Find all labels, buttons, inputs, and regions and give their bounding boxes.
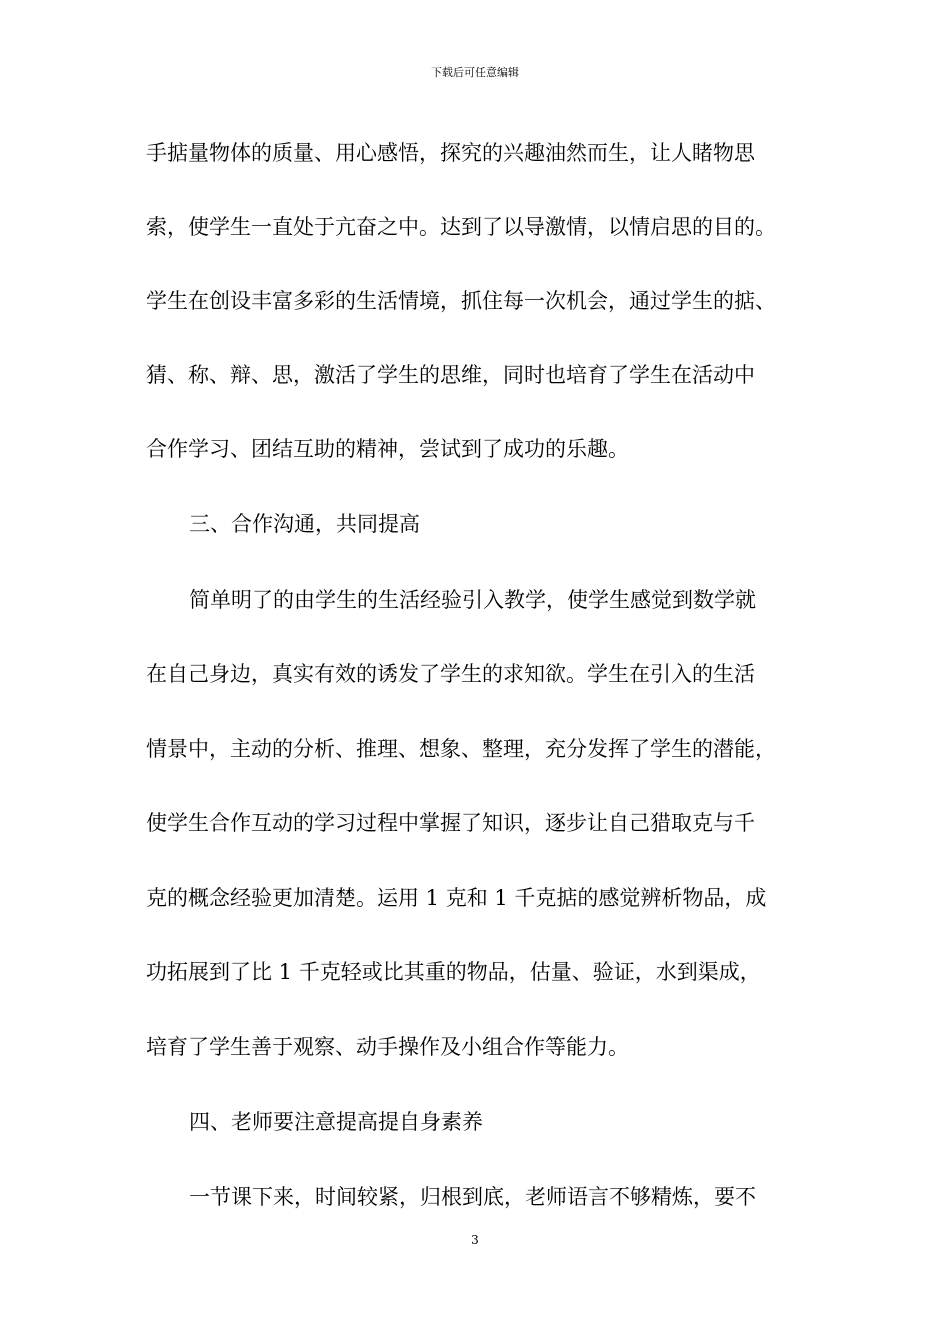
text-line: 索，使学生一直处于亢奋之中。达到了以导激情，以情启思的目的。 [146, 215, 776, 239]
text-line: 功拓展到了比 1 千克轻或比其重的物品，估量、验证，水到渠成， [146, 960, 761, 984]
text-line: 在自己身边，真实有效的诱发了学生的求知欲。学生在引入的生活 [146, 662, 755, 686]
text-line: 合作学习、团结互助的精神，尝试到了成功的乐趣。 [146, 437, 629, 461]
text-line: 培育了学生善于观察、动手操作及小组合作等能力。 [146, 1035, 629, 1059]
text-line: 学生在创设丰富多彩的生活情境，抓住每一次机会，通过学生的掂、 [146, 289, 776, 313]
section-heading: 三、合作沟通，共同提高 [189, 512, 420, 536]
text-line: 使学生合作互动的学习过程中掌握了知识，逐步让自己猎取克与千 [146, 811, 755, 835]
section-heading: 四、老师要注意提高提自身素养 [189, 1110, 483, 1134]
page-number: 3 [471, 1233, 479, 1247]
text-line: 克的概念经验更加清楚。运用 1 克和 1 千克掂的感觉辨析物品，成 [146, 886, 767, 910]
text-line: 一节课下来，时间较紧，归根到底，老师语言不够精炼，要不 [189, 1185, 756, 1209]
page-header: 下载后可任意编辑 [431, 66, 519, 79]
text-line: 情景中，主动的分析、推理、想象、整理，充分发挥了学生的潜能， [146, 737, 776, 761]
text-line: 手掂量物体的质量、用心感悟，探究的兴趣油然而生，让人睹物思 [146, 141, 755, 165]
text-line: 简单明了的由学生的生活经验引入教学，使学生感觉到数学就 [189, 588, 756, 612]
text-line: 猜、称、辩、思，激活了学生的思维，同时也培育了学生在活动中 [146, 363, 755, 387]
